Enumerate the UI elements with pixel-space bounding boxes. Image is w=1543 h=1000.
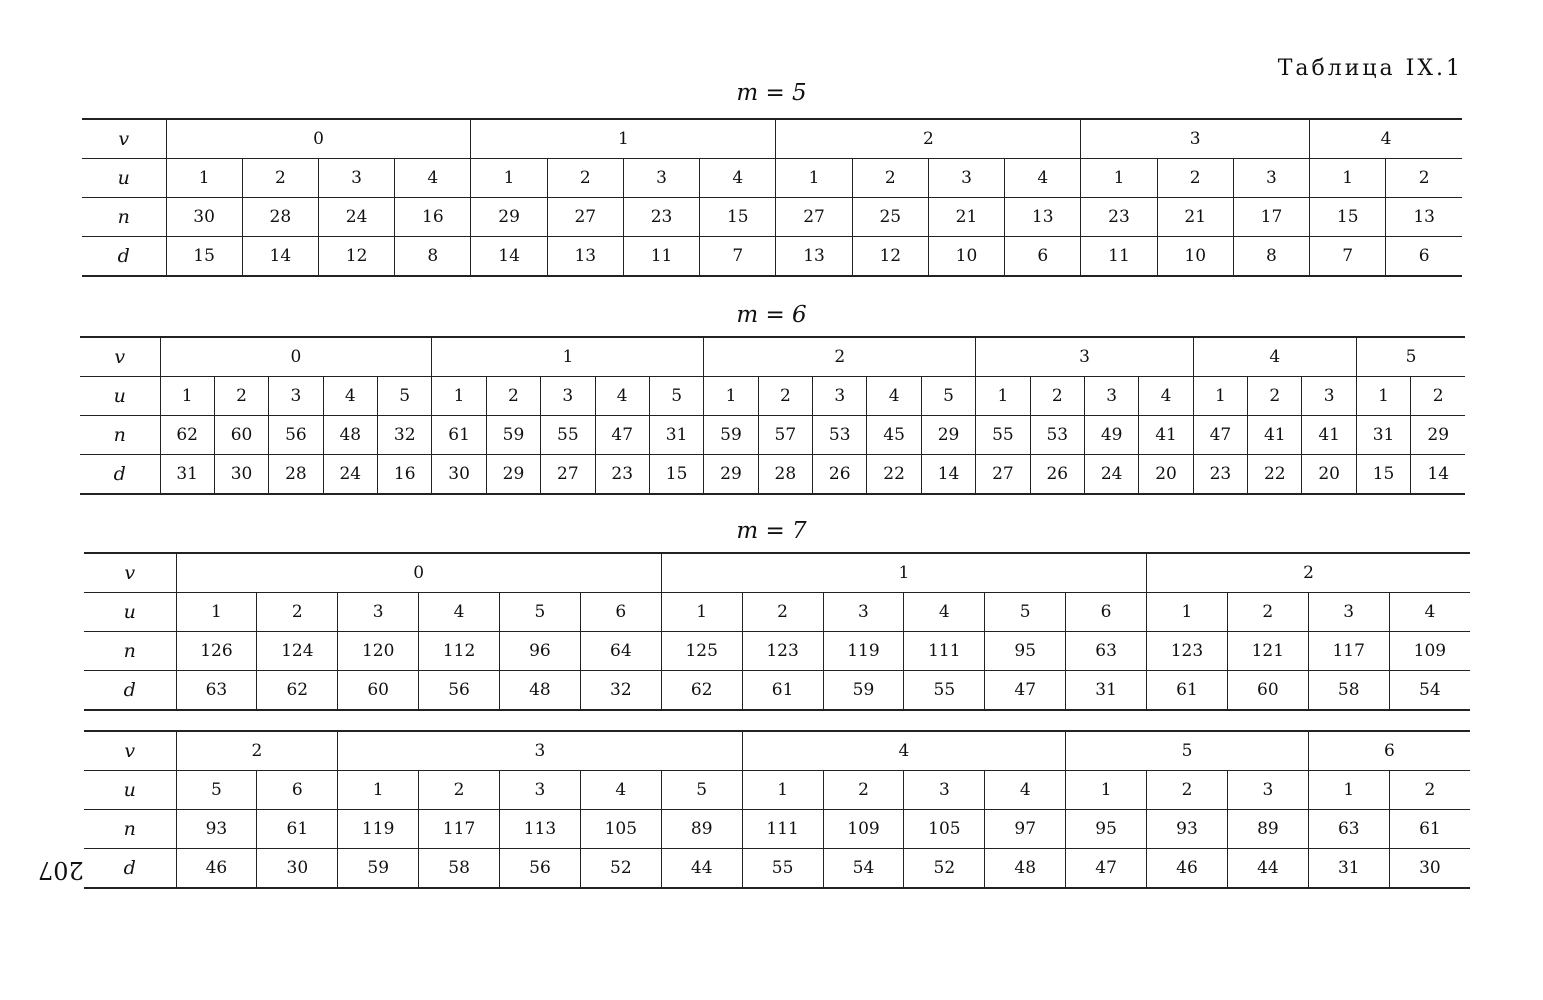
u-cell: 2 — [742, 593, 823, 632]
d-cell: 28 — [758, 455, 812, 495]
d-cell: 16 — [378, 455, 432, 495]
n-cell: 32 — [378, 416, 432, 455]
u-cell: 3 — [500, 771, 581, 810]
n-cell: 111 — [742, 810, 823, 849]
table-row — [80, 337, 1465, 377]
v-group-cell: 2 — [776, 119, 1081, 159]
table-row — [84, 553, 1470, 593]
u-cell: 1 — [1066, 771, 1147, 810]
u-cell: 3 — [904, 771, 985, 810]
v-group-cell: 5 — [1066, 731, 1309, 771]
u-cell: 1 — [704, 377, 758, 416]
d-cell: 15 — [166, 237, 242, 277]
d-cell: 22 — [867, 455, 921, 495]
n-cell: 61 — [257, 810, 338, 849]
u-cell: 1 — [661, 593, 742, 632]
n-cell: 95 — [1066, 810, 1147, 849]
d-cell: 12 — [852, 237, 928, 277]
n-cell: 111 — [904, 632, 985, 671]
u-cell: 5 — [378, 377, 432, 416]
d-cell: 47 — [1066, 849, 1147, 889]
data-table — [84, 552, 1470, 711]
n-cell: 125 — [661, 632, 742, 671]
u-cell: 3 — [1084, 377, 1138, 416]
n-cell: 119 — [823, 632, 904, 671]
n-cell: 47 — [595, 416, 649, 455]
d-cell: 31 — [1308, 849, 1389, 889]
n-cell: 56 — [269, 416, 323, 455]
n-cell: 112 — [419, 632, 500, 671]
n-cell: 15 — [1310, 198, 1386, 237]
d-cell: 48 — [985, 849, 1066, 889]
d-cell: 10 — [1157, 237, 1233, 277]
v-group-cell: 5 — [1356, 337, 1465, 377]
n-cell: 53 — [1030, 416, 1084, 455]
u-cell: 5 — [500, 593, 581, 632]
d-cell: 61 — [1147, 671, 1228, 711]
u-cell: 1 — [742, 771, 823, 810]
n-cell: 21 — [1157, 198, 1233, 237]
d-cell: 56 — [419, 671, 500, 711]
n-cell: 13 — [1386, 198, 1462, 237]
n-cell: 63 — [1066, 632, 1147, 671]
u-cell: 3 — [269, 377, 323, 416]
row-label-v: v — [82, 119, 166, 159]
u-cell: 3 — [338, 593, 419, 632]
d-cell: 31 — [1066, 671, 1147, 711]
row-label-v: v — [80, 337, 160, 377]
d-cell: 15 — [1356, 455, 1410, 495]
v-group-cell: 4 — [1310, 119, 1462, 159]
d-cell: 44 — [1227, 849, 1308, 889]
v-group-cell: 2 — [176, 731, 338, 771]
d-cell: 61 — [742, 671, 823, 711]
v-group-cell: 0 — [176, 553, 661, 593]
u-cell: 5 — [661, 771, 742, 810]
u-cell: 3 — [1233, 159, 1309, 198]
d-cell: 6 — [1418, 246, 1430, 266]
n-cell: 24 — [318, 198, 394, 237]
u-cell: 4 — [1389, 593, 1470, 632]
u-cell: 3 — [1308, 593, 1389, 632]
d-cell: 47 — [985, 671, 1066, 711]
u-cell: 3 — [623, 159, 699, 198]
v-group-cell: 1 — [432, 337, 704, 377]
d-cell: 46 — [176, 849, 257, 889]
n-cell: 62 — [160, 416, 214, 455]
d-cell: 62 — [661, 671, 742, 711]
u-cell: 1 — [776, 159, 852, 198]
u-cell: 4 — [580, 771, 661, 810]
d-cell: 14 — [921, 455, 975, 495]
row-label-d: d — [84, 671, 176, 711]
n-cell: 31 — [1356, 416, 1410, 455]
n-cell: 64 — [580, 632, 661, 671]
n-cell: 105 — [904, 810, 985, 849]
u-cell: 1 — [160, 377, 214, 416]
n-cell: 28 — [242, 198, 318, 237]
d-cell: 15 — [649, 455, 703, 495]
n-cell: 48 — [323, 416, 377, 455]
u-cell: 5 — [649, 377, 703, 416]
n-cell: 41 — [1302, 416, 1356, 455]
u-cell: 1 — [176, 593, 257, 632]
u-cell: 2 — [1389, 771, 1470, 810]
row-label-d: d — [84, 849, 176, 889]
d-cell: 62 — [257, 671, 338, 711]
table-caption: Таблица IX.1 — [1277, 56, 1463, 81]
row-label-d: d — [82, 237, 166, 277]
n-cell: 113 — [500, 810, 581, 849]
u-cell: 3 — [318, 159, 394, 198]
n-cell: 27 — [547, 198, 623, 237]
table-row — [84, 849, 1470, 889]
n-cell: 119 — [338, 810, 419, 849]
d-cell: 60 — [338, 671, 419, 711]
d-cell: 55 — [742, 849, 823, 889]
n-cell: 95 — [985, 632, 1066, 671]
n-cell: 93 — [1147, 810, 1228, 849]
table-row — [84, 632, 1470, 671]
d-cell: 31 — [160, 455, 214, 495]
u-cell: 4 — [867, 377, 921, 416]
v-group-cell: 4 — [1193, 337, 1356, 377]
u-cell: 2 — [486, 377, 540, 416]
d-cell: 56 — [500, 849, 581, 889]
d-cell: 23 — [1193, 455, 1247, 495]
d-cell: 13 — [547, 237, 623, 277]
u-cell: 4 — [1005, 159, 1081, 198]
n-cell: 61 — [1389, 810, 1470, 849]
n-cell: 96 — [500, 632, 581, 671]
table-row — [82, 119, 1462, 159]
row-label-n: n — [84, 810, 176, 849]
n-cell: 126 — [176, 632, 257, 671]
row-label-n: n — [84, 632, 176, 671]
d-cell: 28 — [269, 455, 323, 495]
table-row — [84, 810, 1470, 849]
table-row — [80, 455, 1465, 495]
d-cell: 14 — [242, 237, 318, 277]
n-cell: 41 — [1139, 416, 1193, 455]
n-cell: 93 — [176, 810, 257, 849]
d-cell: 26 — [1030, 455, 1084, 495]
data-table — [84, 730, 1470, 889]
u-cell: 4 — [985, 771, 1066, 810]
d-cell: 30 — [1419, 858, 1441, 878]
d-cell: 27 — [541, 455, 595, 495]
u-cell: 2 — [1248, 377, 1302, 416]
d-cell: 29 — [486, 455, 540, 495]
table-row — [84, 731, 1470, 771]
n-cell: 13 — [1005, 198, 1081, 237]
n-cell: 61 — [432, 416, 486, 455]
d-cell: 30 — [257, 849, 338, 889]
u-cell: 2 — [242, 159, 318, 198]
n-cell: 27 — [776, 198, 852, 237]
u-cell: 2 — [547, 159, 623, 198]
n-cell: 23 — [623, 198, 699, 237]
d-cell: 11 — [1081, 237, 1157, 277]
d-cell: 30 — [432, 455, 486, 495]
d-cell: 24 — [323, 455, 377, 495]
table-row — [80, 377, 1465, 416]
section-label-m5: m = 5 — [736, 80, 807, 106]
d-cell: 8 — [1233, 237, 1309, 277]
d-cell: 60 — [1227, 671, 1308, 711]
n-cell: 25 — [852, 198, 928, 237]
v-group-cell: 4 — [742, 731, 1066, 771]
d-cell: 23 — [595, 455, 649, 495]
row-label-u: u — [84, 771, 176, 810]
d-cell: 52 — [580, 849, 661, 889]
n-cell: 29 — [921, 416, 975, 455]
d-cell: 29 — [704, 455, 758, 495]
n-cell: 41 — [1248, 416, 1302, 455]
n-cell: 105 — [580, 810, 661, 849]
n-cell: 109 — [1389, 632, 1470, 671]
n-cell: 49 — [1084, 416, 1138, 455]
table-row — [82, 159, 1462, 198]
u-cell: 1 — [166, 159, 242, 198]
n-cell: 117 — [419, 810, 500, 849]
u-cell: 1 — [1081, 159, 1157, 198]
u-cell: 4 — [1139, 377, 1193, 416]
table-m6 — [80, 336, 1465, 495]
n-cell: 89 — [1227, 810, 1308, 849]
d-cell: 12 — [318, 237, 394, 277]
u-cell: 4 — [323, 377, 377, 416]
u-cell: 2 — [257, 593, 338, 632]
n-cell: 109 — [823, 810, 904, 849]
table-m7-part2 — [84, 730, 1470, 889]
u-cell: 3 — [541, 377, 595, 416]
v-group-cell: 3 — [1081, 119, 1310, 159]
u-cell: 2 — [1411, 377, 1465, 416]
table-row — [84, 671, 1470, 711]
d-cell: 46 — [1147, 849, 1228, 889]
n-cell: 47 — [1193, 416, 1247, 455]
page-number: 207 — [38, 856, 84, 884]
n-cell: 121 — [1227, 632, 1308, 671]
d-cell: 52 — [904, 849, 985, 889]
d-cell: 7 — [1310, 237, 1386, 277]
u-cell: 1 — [471, 159, 547, 198]
u-cell: 2 — [1157, 159, 1233, 198]
d-cell: 27 — [976, 455, 1030, 495]
u-cell: 2 — [419, 771, 500, 810]
u-cell: 1 — [1310, 159, 1386, 198]
v-group-cell: 6 — [1308, 731, 1470, 771]
table-m5 — [82, 118, 1462, 277]
d-cell: 54 — [1419, 680, 1441, 700]
row-label-n: n — [80, 416, 160, 455]
u-cell: 3 — [928, 159, 1004, 198]
d-cell: 26 — [813, 455, 867, 495]
u-cell: 4 — [700, 159, 776, 198]
d-cell: 11 — [623, 237, 699, 277]
d-cell: 13 — [776, 237, 852, 277]
n-cell: 63 — [1308, 810, 1389, 849]
d-cell: 6 — [1005, 237, 1081, 277]
d-cell: 32 — [580, 671, 661, 711]
d-cell: 59 — [338, 849, 419, 889]
u-cell: 1 — [976, 377, 1030, 416]
u-cell: 3 — [1227, 771, 1308, 810]
d-cell: 48 — [500, 671, 581, 711]
d-cell: 58 — [419, 849, 500, 889]
n-cell: 23 — [1081, 198, 1157, 237]
n-cell: 120 — [338, 632, 419, 671]
n-cell: 21 — [928, 198, 1004, 237]
u-cell: 6 — [257, 771, 338, 810]
u-cell: 5 — [176, 771, 257, 810]
n-cell: 17 — [1233, 198, 1309, 237]
n-cell: 53 — [813, 416, 867, 455]
data-table — [80, 336, 1465, 495]
table-m7-part1 — [84, 552, 1470, 711]
u-cell: 1 — [1193, 377, 1247, 416]
n-cell: 97 — [985, 810, 1066, 849]
u-cell: 1 — [1308, 771, 1389, 810]
d-cell: 30 — [214, 455, 268, 495]
u-cell: 1 — [338, 771, 419, 810]
n-cell: 60 — [214, 416, 268, 455]
row-label-u: u — [84, 593, 176, 632]
n-cell: 57 — [758, 416, 812, 455]
row-label-d: d — [80, 455, 160, 495]
d-cell: 22 — [1248, 455, 1302, 495]
section-label-m6: m = 6 — [736, 302, 807, 328]
d-cell: 8 — [395, 237, 471, 277]
n-cell: 45 — [867, 416, 921, 455]
n-cell: 55 — [541, 416, 595, 455]
n-cell: 124 — [257, 632, 338, 671]
u-cell: 1 — [1147, 593, 1228, 632]
d-cell: 54 — [823, 849, 904, 889]
u-cell: 1 — [432, 377, 486, 416]
u-cell: 3 — [1302, 377, 1356, 416]
v-group-cell: 0 — [160, 337, 432, 377]
d-cell: 7 — [700, 237, 776, 277]
v-group-cell: 2 — [704, 337, 976, 377]
n-cell: 31 — [649, 416, 703, 455]
n-cell: 59 — [704, 416, 758, 455]
u-cell: 2 — [852, 159, 928, 198]
d-cell: 58 — [1308, 671, 1389, 711]
n-cell: 123 — [1147, 632, 1228, 671]
u-cell: 4 — [904, 593, 985, 632]
u-cell: 2 — [214, 377, 268, 416]
u-cell: 3 — [823, 593, 904, 632]
v-group-cell: 2 — [1147, 553, 1471, 593]
u-cell: 2 — [758, 377, 812, 416]
table-row — [84, 771, 1470, 810]
data-table — [82, 118, 1462, 277]
u-cell: 4 — [419, 593, 500, 632]
d-cell: 24 — [1084, 455, 1138, 495]
u-cell: 2 — [1147, 771, 1228, 810]
d-cell: 14 — [471, 237, 547, 277]
n-cell: 59 — [486, 416, 540, 455]
n-cell: 29 — [471, 198, 547, 237]
d-cell: 20 — [1139, 455, 1193, 495]
row-label-v: v — [84, 731, 176, 771]
table-row — [84, 593, 1470, 632]
u-cell: 6 — [1066, 593, 1147, 632]
n-cell: 55 — [976, 416, 1030, 455]
row-label-u: u — [80, 377, 160, 416]
v-group-cell: 0 — [166, 119, 471, 159]
n-cell: 89 — [661, 810, 742, 849]
table-row — [80, 416, 1465, 455]
v-group-cell: 1 — [471, 119, 776, 159]
u-cell: 5 — [921, 377, 975, 416]
row-label-u: u — [82, 159, 166, 198]
table-row — [82, 198, 1462, 237]
v-group-cell: 1 — [661, 553, 1146, 593]
n-cell: 16 — [395, 198, 471, 237]
v-group-cell: 3 — [976, 337, 1194, 377]
d-cell: 59 — [823, 671, 904, 711]
d-cell: 44 — [661, 849, 742, 889]
u-cell: 4 — [395, 159, 471, 198]
row-label-v: v — [84, 553, 176, 593]
v-group-cell: 3 — [338, 731, 742, 771]
d-cell: 20 — [1302, 455, 1356, 495]
u-cell: 2 — [1030, 377, 1084, 416]
n-cell: 117 — [1308, 632, 1389, 671]
row-label-n: n — [82, 198, 166, 237]
u-cell: 1 — [1356, 377, 1410, 416]
u-cell: 2 — [1227, 593, 1308, 632]
table-row — [82, 237, 1462, 277]
d-cell: 14 — [1427, 464, 1450, 484]
n-cell: 30 — [166, 198, 242, 237]
u-cell: 3 — [813, 377, 867, 416]
n-cell: 15 — [700, 198, 776, 237]
u-cell: 4 — [595, 377, 649, 416]
n-cell: 29 — [1411, 416, 1465, 455]
u-cell: 5 — [985, 593, 1066, 632]
d-cell: 63 — [176, 671, 257, 711]
u-cell: 2 — [823, 771, 904, 810]
u-cell: 6 — [580, 593, 661, 632]
d-cell: 55 — [904, 671, 985, 711]
n-cell: 123 — [742, 632, 823, 671]
u-cell: 2 — [1386, 159, 1462, 198]
d-cell: 10 — [928, 237, 1004, 277]
section-label-m7: m = 7 — [736, 518, 807, 544]
